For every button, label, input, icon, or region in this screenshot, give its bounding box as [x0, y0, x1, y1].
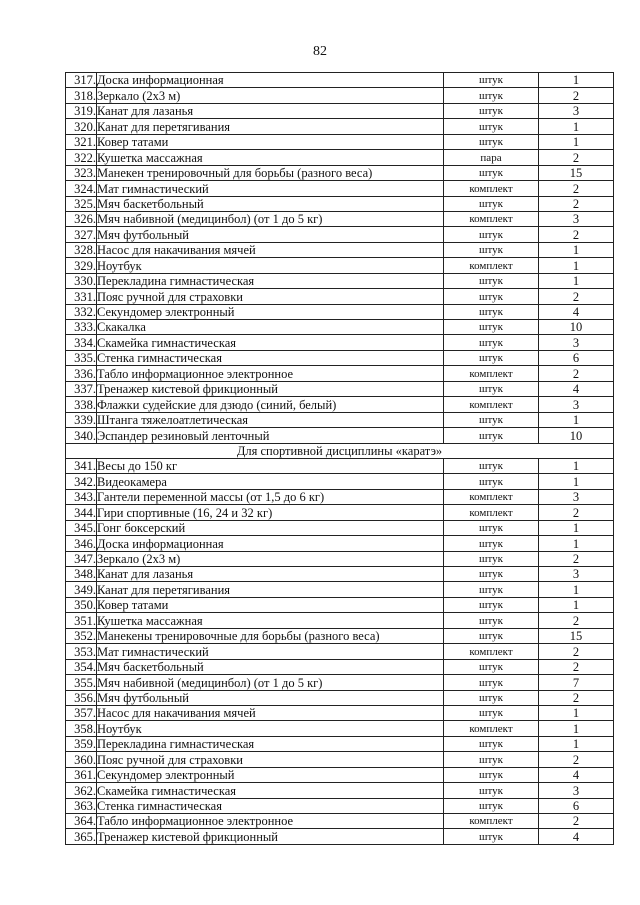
item-name: Ковер татами [97, 134, 444, 149]
quantity: 6 [539, 798, 614, 813]
row-number: 337. [66, 381, 97, 396]
row-number: 362. [66, 783, 97, 798]
unit-of-measure: комплект [444, 489, 539, 504]
table-row [66, 767, 614, 782]
quantity: 2 [539, 752, 614, 767]
quantity: 1 [539, 597, 614, 612]
table-row [66, 227, 614, 242]
row-number: 357. [66, 705, 97, 720]
row-number: 326. [66, 211, 97, 226]
item-name: Насос для накачивания мячей [97, 242, 444, 257]
quantity: 2 [539, 289, 614, 304]
item-name: Мат гимнастический [97, 181, 444, 196]
table-row [66, 551, 614, 566]
table-row [66, 412, 614, 427]
table-row [66, 150, 614, 165]
table-row [66, 705, 614, 720]
quantity: 2 [539, 227, 614, 242]
row-number: 360. [66, 752, 97, 767]
quantity: 2 [539, 150, 614, 165]
item-name: Манекен тренировочный для борьбы (разного веса) [97, 165, 444, 180]
row-number: 333. [66, 320, 97, 335]
row-number: 363. [66, 798, 97, 813]
item-name: Мяч футбольный [97, 690, 444, 705]
unit-of-measure: штук [444, 536, 539, 551]
item-name: Мяч баскетбольный [97, 659, 444, 674]
row-number: 350. [66, 597, 97, 612]
unit-of-measure: штук [444, 134, 539, 149]
item-name: Зеркало (2х3 м) [97, 88, 444, 103]
item-name: Скакалка [97, 320, 444, 335]
quantity: 1 [539, 73, 614, 88]
row-number: 323. [66, 165, 97, 180]
row-number: 356. [66, 690, 97, 705]
row-number: 329. [66, 258, 97, 273]
item-name: Пояс ручной для страховки [97, 289, 444, 304]
quantity: 6 [539, 350, 614, 365]
unit-of-measure: штук [444, 320, 539, 335]
table-row [66, 119, 614, 134]
quantity: 7 [539, 675, 614, 690]
row-number: 347. [66, 551, 97, 566]
unit-of-measure: комплект [444, 505, 539, 520]
table-row [66, 721, 614, 736]
quantity: 2 [539, 196, 614, 211]
row-number: 353. [66, 644, 97, 659]
table-row [66, 88, 614, 103]
table-row [66, 242, 614, 257]
unit-of-measure: штук [444, 88, 539, 103]
unit-of-measure: штук [444, 690, 539, 705]
unit-of-measure: штук [444, 103, 539, 118]
item-name: Канат для лазанья [97, 567, 444, 582]
item-name: Канат для перетягивания [97, 119, 444, 134]
table-row [66, 582, 614, 597]
row-number: 342. [66, 474, 97, 489]
table-row [66, 644, 614, 659]
table-row [66, 196, 614, 211]
row-number: 352. [66, 628, 97, 643]
row-number: 359. [66, 736, 97, 751]
row-number: 334. [66, 335, 97, 350]
table-row [66, 211, 614, 226]
item-name: Скамейка гимнастическая [97, 335, 444, 350]
table-row [66, 783, 614, 798]
row-number: 340. [66, 428, 97, 443]
quantity: 3 [539, 211, 614, 226]
unit-of-measure: штук [444, 73, 539, 88]
table-row [66, 675, 614, 690]
unit-of-measure: штук [444, 196, 539, 211]
quantity: 2 [539, 814, 614, 829]
table-row [66, 597, 614, 612]
row-number: 338. [66, 397, 97, 412]
unit-of-measure: штук [444, 289, 539, 304]
unit-of-measure: штук [444, 597, 539, 612]
quantity: 3 [539, 567, 614, 582]
row-number: 341. [66, 458, 97, 473]
quantity: 2 [539, 659, 614, 674]
table-row [66, 350, 614, 365]
quantity: 3 [539, 783, 614, 798]
quantity: 1 [539, 582, 614, 597]
table-row [66, 520, 614, 535]
quantity: 1 [539, 705, 614, 720]
quantity: 2 [539, 181, 614, 196]
item-name: Мат гимнастический [97, 644, 444, 659]
table-row [66, 366, 614, 381]
row-number: 344. [66, 505, 97, 520]
row-number: 332. [66, 304, 97, 319]
section-title: Для спортивной дисциплины «каратэ» [66, 443, 614, 458]
quantity: 1 [539, 474, 614, 489]
item-name: Манекены тренировочные для борьбы (разного веса) [97, 628, 444, 643]
unit-of-measure: штук [444, 474, 539, 489]
item-name: Гири спортивные (16, 24 и 32 кг) [97, 505, 444, 520]
quantity: 4 [539, 381, 614, 396]
row-number: 355. [66, 675, 97, 690]
row-number: 348. [66, 567, 97, 582]
page-number: 82 [313, 44, 327, 59]
row-number: 321. [66, 134, 97, 149]
item-name: Зеркало (2х3 м) [97, 551, 444, 566]
table-row [66, 474, 614, 489]
quantity: 2 [539, 613, 614, 628]
quantity: 2 [539, 551, 614, 566]
table-row [66, 273, 614, 288]
quantity: 1 [539, 412, 614, 427]
item-name: Перекладина гимнастическая [97, 273, 444, 288]
unit-of-measure: штук [444, 582, 539, 597]
row-number: 354. [66, 659, 97, 674]
item-name: Ковер татами [97, 597, 444, 612]
table-row [66, 397, 614, 412]
item-name: Весы до 150 кг [97, 458, 444, 473]
quantity: 1 [539, 721, 614, 736]
table-row [66, 320, 614, 335]
row-number: 358. [66, 721, 97, 736]
table-row [66, 798, 614, 813]
row-number: 343. [66, 489, 97, 504]
unit-of-measure: комплект [444, 397, 539, 412]
unit-of-measure: штук [444, 242, 539, 257]
unit-of-measure: штук [444, 304, 539, 319]
item-name: Стенка гимнастическая [97, 798, 444, 813]
quantity: 10 [539, 320, 614, 335]
unit-of-measure: штук [444, 551, 539, 566]
unit-of-measure: штук [444, 520, 539, 535]
unit-of-measure: штук [444, 659, 539, 674]
table-row [66, 381, 614, 396]
table-row [66, 428, 614, 443]
table-row [66, 567, 614, 582]
unit-of-measure: пара [444, 150, 539, 165]
quantity: 1 [539, 736, 614, 751]
quantity: 2 [539, 366, 614, 381]
quantity: 2 [539, 644, 614, 659]
table-row [66, 289, 614, 304]
unit-of-measure: комплект [444, 211, 539, 226]
row-number: 361. [66, 767, 97, 782]
item-name: Кушетка массажная [97, 150, 444, 165]
quantity: 2 [539, 690, 614, 705]
item-name: Канат для перетягивания [97, 582, 444, 597]
quantity: 1 [539, 119, 614, 134]
table-row [66, 165, 614, 180]
quantity: 1 [539, 273, 614, 288]
row-number: 364. [66, 814, 97, 829]
unit-of-measure: штук [444, 428, 539, 443]
row-number: 336. [66, 366, 97, 381]
table-row [66, 181, 614, 196]
item-name: Кушетка массажная [97, 613, 444, 628]
item-name: Пояс ручной для страховки [97, 752, 444, 767]
item-name: Мяч баскетбольный [97, 196, 444, 211]
table-row [66, 505, 614, 520]
item-name: Флажки судейские для дзюдо (синий, белый) [97, 397, 444, 412]
unit-of-measure: штук [444, 705, 539, 720]
unit-of-measure: комплект [444, 721, 539, 736]
item-name: Доска информационная [97, 536, 444, 551]
row-number: 328. [66, 242, 97, 257]
equipment-table [65, 72, 614, 845]
table-row [66, 458, 614, 473]
item-name: Мяч набивной (медицинбол) (от 1 до 5 кг) [97, 675, 444, 690]
row-number: 327. [66, 227, 97, 242]
item-name: Штанга тяжелоатлетическая [97, 412, 444, 427]
unit-of-measure: штук [444, 752, 539, 767]
item-name: Ноутбук [97, 258, 444, 273]
row-number: 365. [66, 829, 97, 844]
table-row [66, 134, 614, 149]
row-number: 345. [66, 520, 97, 535]
row-number: 324. [66, 181, 97, 196]
table-row [66, 489, 614, 504]
quantity: 4 [539, 304, 614, 319]
table-row [66, 814, 614, 829]
unit-of-measure: комплект [444, 258, 539, 273]
quantity: 1 [539, 242, 614, 257]
item-name: Доска информационная [97, 73, 444, 88]
quantity: 1 [539, 458, 614, 473]
item-name: Ноутбук [97, 721, 444, 736]
table-row [66, 829, 614, 844]
quantity: 1 [539, 134, 614, 149]
item-name: Мяч футбольный [97, 227, 444, 242]
quantity: 15 [539, 165, 614, 180]
unit-of-measure: штук [444, 412, 539, 427]
table-row [66, 628, 614, 643]
unit-of-measure: штук [444, 613, 539, 628]
unit-of-measure: комплект [444, 181, 539, 196]
row-number: 351. [66, 613, 97, 628]
table-row [66, 536, 614, 551]
quantity: 3 [539, 335, 614, 350]
quantity: 3 [539, 103, 614, 118]
quantity: 4 [539, 829, 614, 844]
quantity: 15 [539, 628, 614, 643]
table-row [66, 304, 614, 319]
unit-of-measure: штук [444, 350, 539, 365]
table-row [66, 659, 614, 674]
table-row [66, 258, 614, 273]
quantity: 3 [539, 489, 614, 504]
unit-of-measure: штук [444, 736, 539, 751]
item-name: Секундомер электронный [97, 767, 444, 782]
row-number: 322. [66, 150, 97, 165]
unit-of-measure: штук [444, 798, 539, 813]
row-number: 317. [66, 73, 97, 88]
item-name: Канат для лазанья [97, 103, 444, 118]
quantity: 10 [539, 428, 614, 443]
item-name: Табло информационное электронное [97, 366, 444, 381]
unit-of-measure: штук [444, 227, 539, 242]
item-name: Скамейка гимнастическая [97, 783, 444, 798]
quantity: 2 [539, 505, 614, 520]
unit-of-measure: штук [444, 165, 539, 180]
unit-of-measure: штук [444, 628, 539, 643]
row-number: 325. [66, 196, 97, 211]
unit-of-measure: штук [444, 119, 539, 134]
unit-of-measure: штук [444, 567, 539, 582]
quantity: 3 [539, 397, 614, 412]
unit-of-measure: штук [444, 381, 539, 396]
row-number: 331. [66, 289, 97, 304]
item-name: Стенка гимнастическая [97, 350, 444, 365]
unit-of-measure: штук [444, 783, 539, 798]
unit-of-measure: штук [444, 458, 539, 473]
table-row [66, 335, 614, 350]
quantity: 1 [539, 520, 614, 535]
row-number: 339. [66, 412, 97, 427]
unit-of-measure: штук [444, 675, 539, 690]
item-name: Видеокамера [97, 474, 444, 489]
table-row [66, 736, 614, 751]
quantity: 1 [539, 258, 614, 273]
table-row [66, 690, 614, 705]
unit-of-measure: штук [444, 829, 539, 844]
quantity: 1 [539, 536, 614, 551]
row-number: 349. [66, 582, 97, 597]
item-name: Насос для накачивания мячей [97, 705, 444, 720]
row-number: 335. [66, 350, 97, 365]
unit-of-measure: штук [444, 335, 539, 350]
unit-of-measure: штук [444, 767, 539, 782]
unit-of-measure: комплект [444, 644, 539, 659]
item-name: Перекладина гимнастическая [97, 736, 444, 751]
table-row [66, 752, 614, 767]
row-number: 319. [66, 103, 97, 118]
item-name: Табло информационное электронное [97, 814, 444, 829]
row-number: 318. [66, 88, 97, 103]
quantity: 4 [539, 767, 614, 782]
item-name: Гонг боксерский [97, 520, 444, 535]
equipment-table-body [66, 73, 614, 845]
quantity: 2 [539, 88, 614, 103]
row-number: 346. [66, 536, 97, 551]
table-row [66, 103, 614, 118]
item-name: Тренажер кистевой фрикционный [97, 829, 444, 844]
item-name: Эспандер резиновый ленточный [97, 428, 444, 443]
row-number: 330. [66, 273, 97, 288]
row-number: 320. [66, 119, 97, 134]
unit-of-measure: штук [444, 273, 539, 288]
section-header-row [66, 443, 614, 458]
item-name: Тренажер кистевой фрикционный [97, 381, 444, 396]
item-name: Секундомер электронный [97, 304, 444, 319]
item-name: Мяч набивной (медицинбол) (от 1 до 5 кг) [97, 211, 444, 226]
table-row [66, 613, 614, 628]
item-name: Гантели переменной массы (от 1,5 до 6 кг) [97, 489, 444, 504]
unit-of-measure: комплект [444, 814, 539, 829]
table-row [66, 73, 614, 88]
unit-of-measure: комплект [444, 366, 539, 381]
